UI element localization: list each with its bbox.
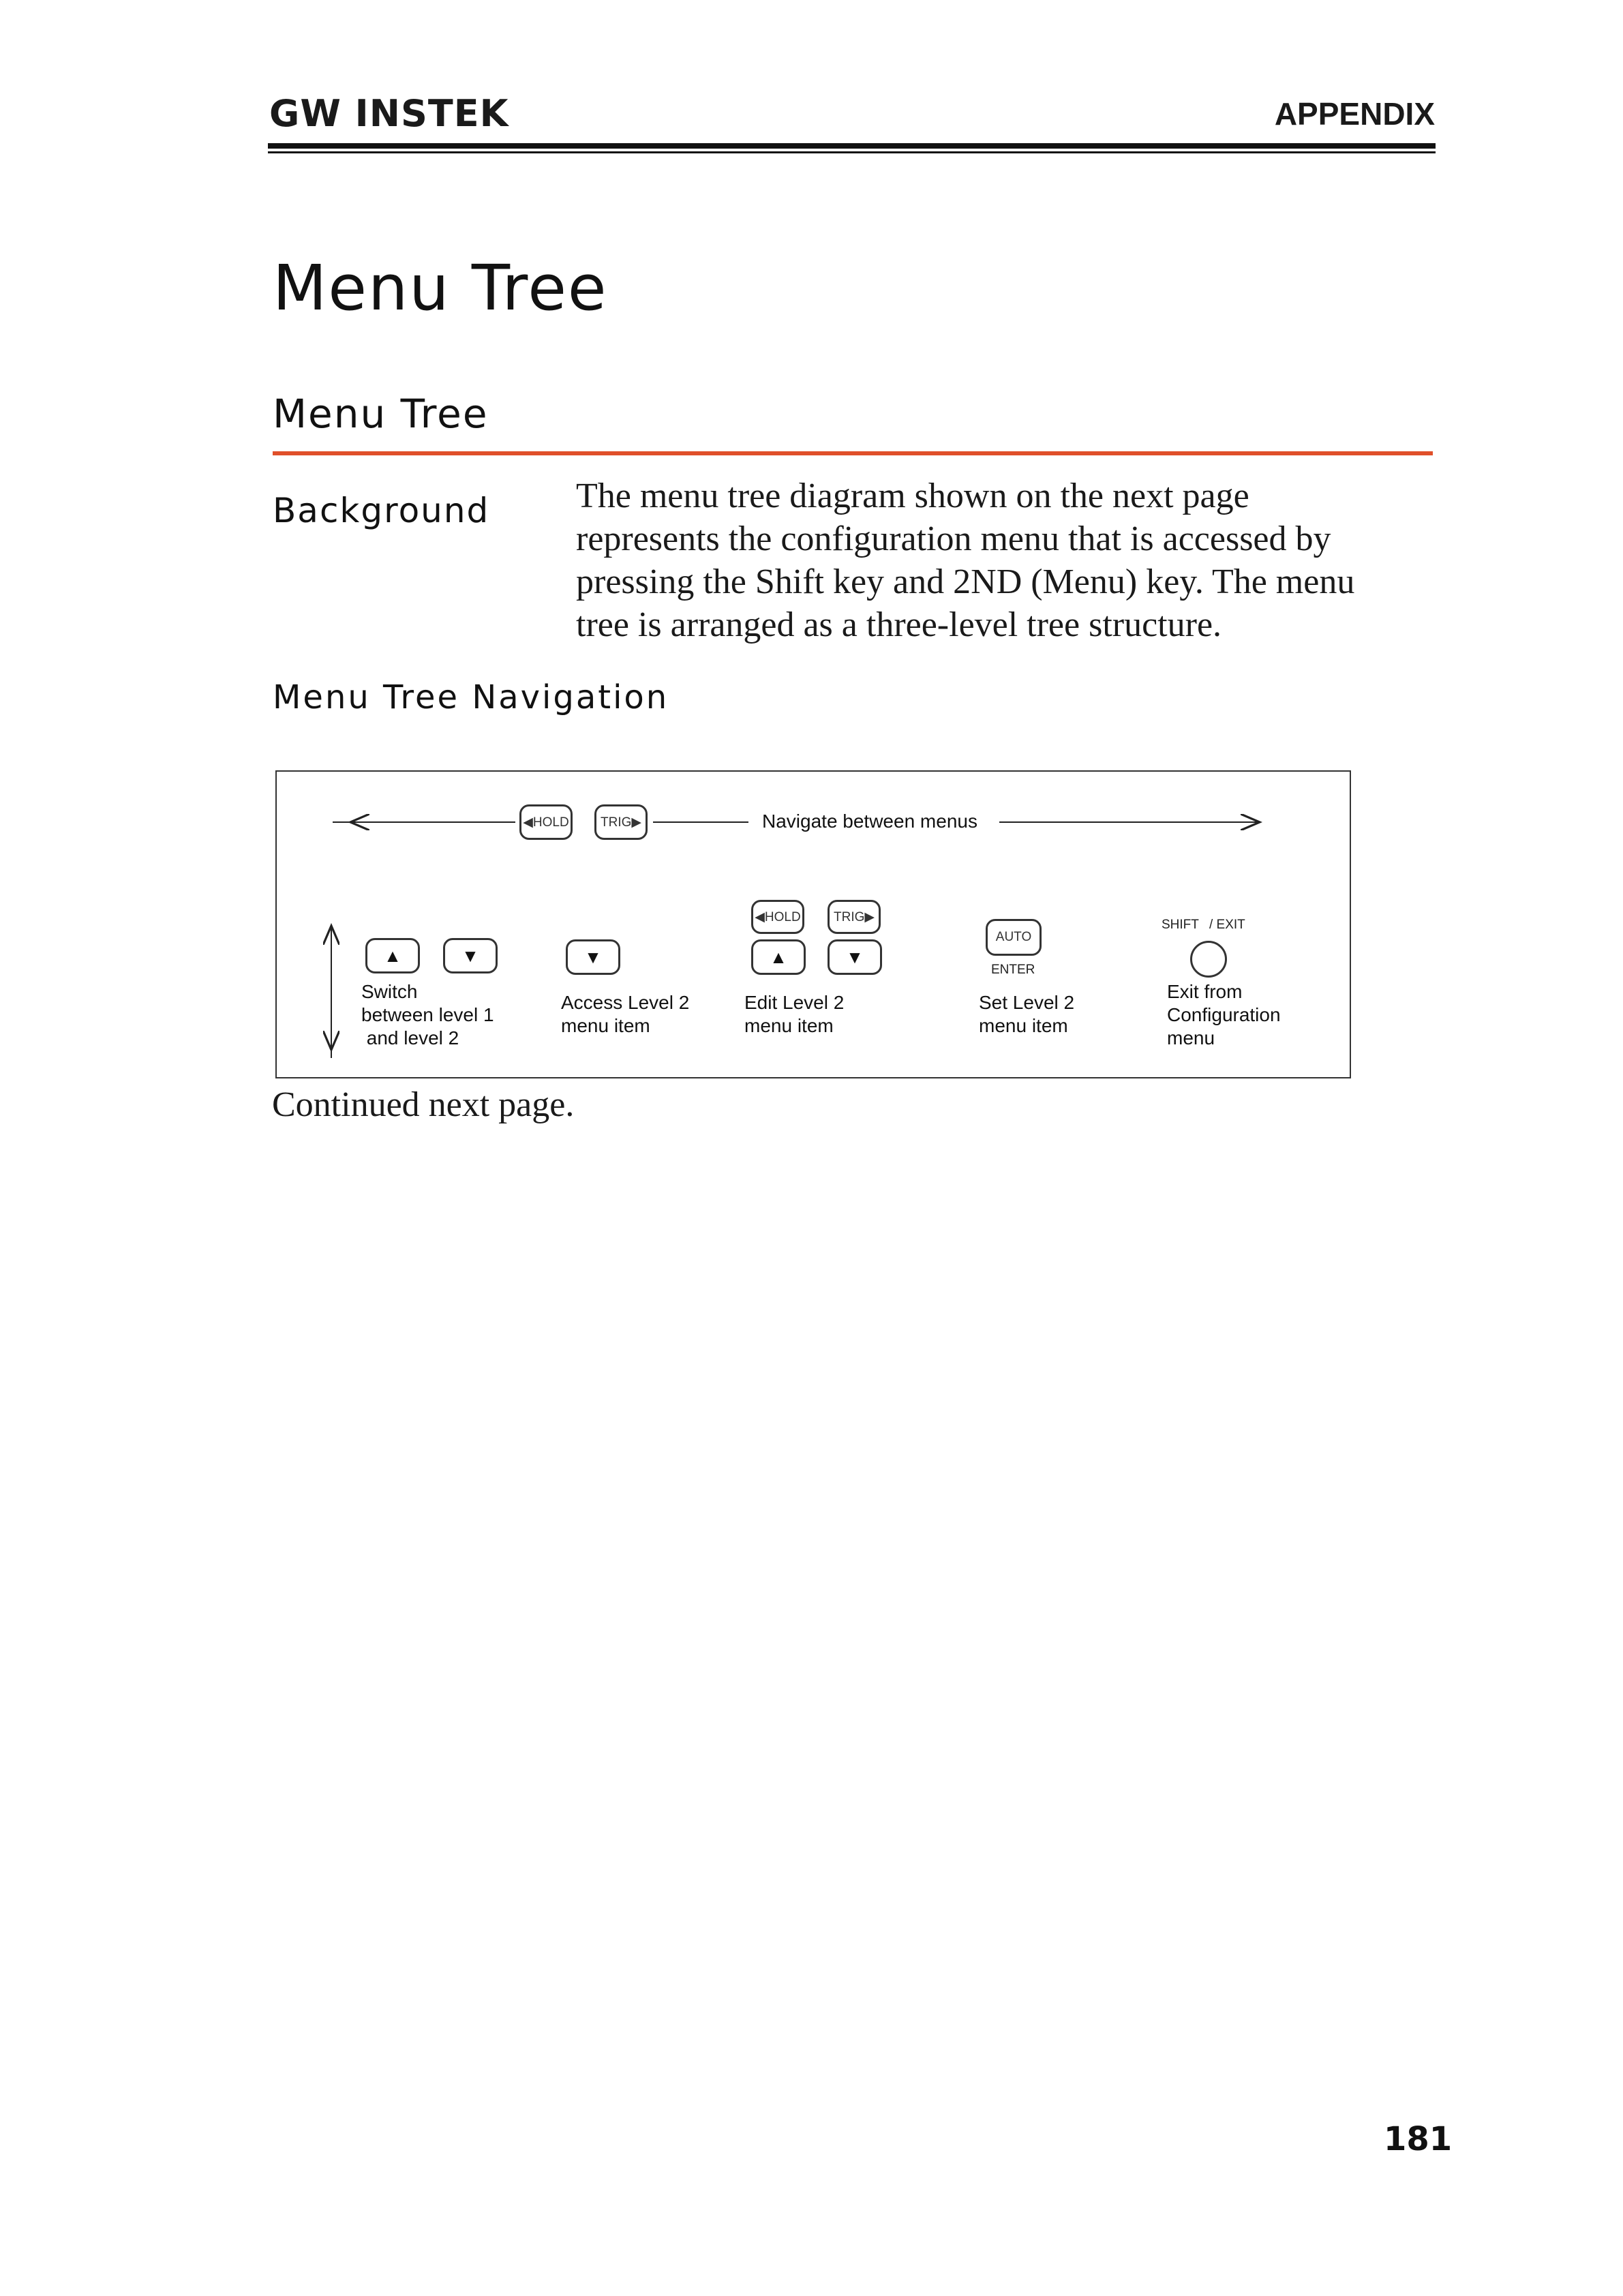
caption-line: Switch bbox=[361, 981, 418, 1002]
caption-line: and level 2 bbox=[361, 1027, 459, 1048]
down-key-access: ▼ bbox=[566, 939, 620, 975]
caption-line: menu item bbox=[561, 1015, 650, 1036]
access-caption bbox=[561, 991, 689, 1038]
navigation-diagram bbox=[275, 770, 1351, 1078]
switch-caption bbox=[361, 980, 494, 1050]
shift-label: SHIFT bbox=[1162, 918, 1199, 932]
continued-note: Continued next page. bbox=[272, 1085, 575, 1124]
background-line: tree is arranged as a three-level tree structure. bbox=[576, 605, 1222, 644]
edit-caption bbox=[744, 991, 844, 1038]
up-key-edit: ▲ bbox=[751, 939, 806, 975]
section-tag: APPENDIX bbox=[1274, 96, 1435, 132]
brand-logo: GW INSTEK bbox=[269, 92, 509, 135]
background-text bbox=[576, 474, 1428, 646]
background-line: represents the configuration menu that is accessed by bbox=[576, 519, 1331, 558]
set-caption bbox=[979, 991, 1074, 1038]
page-title: Menu Tree bbox=[273, 252, 608, 324]
background-label: Background bbox=[273, 491, 490, 530]
background-line: The menu tree diagram shown on the next page bbox=[576, 477, 1249, 515]
page-number: 181 bbox=[1384, 2120, 1453, 2158]
up-key: ▲ bbox=[365, 938, 420, 973]
navigate-label: Navigate between menus bbox=[762, 811, 977, 832]
trig-key-edit: TRIG▶ bbox=[828, 900, 881, 934]
section-divider bbox=[273, 451, 1433, 455]
header-rule-thin bbox=[268, 151, 1436, 153]
navigation-heading: Menu Tree Navigation bbox=[273, 678, 669, 716]
caption-line: Access Level 2 bbox=[561, 992, 690, 1013]
exit-caption bbox=[1167, 980, 1281, 1050]
trig-key-top: TRIG▶ bbox=[594, 804, 648, 840]
auto-key: AUTO bbox=[986, 919, 1042, 956]
background-line: pressing the Shift key and 2ND (Menu) key. The menu bbox=[576, 562, 1355, 601]
down-key-edit: ▼ bbox=[828, 939, 882, 975]
caption-line: menu item bbox=[744, 1015, 834, 1036]
caption-line: Edit Level 2 bbox=[744, 992, 845, 1013]
header-rule bbox=[268, 143, 1436, 149]
hold-key-edit: ◀HOLD bbox=[751, 900, 804, 934]
down-key: ▼ bbox=[443, 938, 498, 973]
caption-line: Configuration bbox=[1167, 1004, 1281, 1025]
caption-line: menu bbox=[1167, 1027, 1215, 1048]
caption-line: menu item bbox=[979, 1015, 1068, 1036]
caption-line: Exit from bbox=[1167, 981, 1243, 1002]
section-heading: Menu Tree bbox=[273, 391, 489, 437]
caption-line: Set Level 2 bbox=[979, 992, 1075, 1013]
exit-label: / EXIT bbox=[1209, 918, 1245, 932]
caption-line: between level 1 bbox=[361, 1004, 494, 1025]
shift-exit-button bbox=[1190, 941, 1227, 978]
hold-key-top: ◀HOLD bbox=[519, 804, 573, 840]
enter-label: ENTER bbox=[991, 963, 1035, 977]
